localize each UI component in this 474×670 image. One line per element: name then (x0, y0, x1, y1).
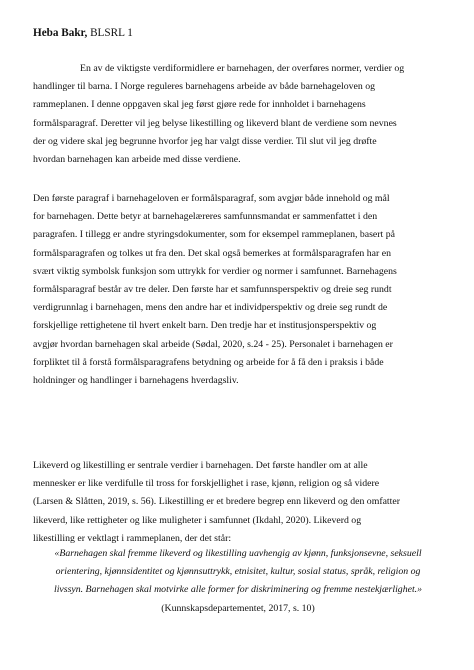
paragraph-line: handlinger til barna. I Norge reguleres barnehagens arbeide av både barnehageloven og (33, 81, 376, 93)
paragraph-line: formålsparagraf består av tre deler. Den første har et samfunnsperspektiv og dreie seg rundt (33, 284, 392, 296)
paragraph-line: En av de viktigste verdiformidlere er barnehagen, der overføres normer, verdier og (80, 63, 405, 74)
paragraph-line: mennesker er like verdifulle til tross for forskjellighet i rase, kjønn, religion og så videre (33, 478, 380, 490)
paragraph-line: der og videre skal jeg begrunne hvorfor jeg har valgt disse verdier. Til slut vil jeg drøfte (33, 135, 377, 147)
paragraph-line: svært viktig symbolsk funksjon som uttrykk for verdier og normer i samfunnet. Barnehagens (33, 265, 397, 277)
paragraph-line: verdigrunnlag i barnehagen, mens den andre har et individperspektiv og dreie seg rundt de (33, 302, 388, 314)
paragraph-line: forskjellige rettighetene til hvert enkelt barn. Den tredje har et institusjonsperspektiv og (33, 320, 377, 332)
paragraph-line: forpliktet til å forstå formålsparagrafens betydning og arbeide for å få den i praksis i både (33, 356, 384, 368)
paragraph-line: avgjør hvordan barnehagen skal arbeide (Sødal, 2020, s.24 - 25). Personalet i barnehagen er (33, 338, 393, 350)
author-name: Heba Bakr, (33, 27, 88, 39)
paragraph-line: Den første paragraf i barnehageloven er formålsparagraf, som avgjør både innehold og mål (33, 193, 390, 204)
paragraph-line: holdninger og handlinger i barnehagens hverdagsliv. (33, 375, 239, 387)
block-quote (33, 545, 443, 600)
paragraph-line: paragrafen. I tillegg er andre styringsdokumenter, som for eksempel rammeplanen, basert på (33, 229, 395, 241)
page-header (33, 27, 133, 39)
paragraph-line: rammeplanen. I denne oppgaven skal jeg først gjøre rede for innholdet i barnehagens (33, 99, 366, 111)
paragraph-line: likeverd, like rettigheter og like muligheter i samfunnet (Ikdahl, 2020). Likeverd og (33, 514, 362, 526)
paragraph-line: formålsparagrafen og tolkes ut fra den. Det skal også bemerkes at formålsparagrafen har en (33, 247, 391, 259)
course-code: BLSRL 1 (87, 27, 133, 39)
paragraph-line: hvordan barnehagen kan arbeide med disse verdiene. (33, 154, 241, 166)
paragraph-line: (Larsen & Slåtten, 2019, s. 56). Likestilling er et bredere begrep enn likeverd og den omfatter (33, 496, 400, 508)
paragraph-likeverd (33, 457, 443, 548)
paragraph-formalsparagraf (33, 190, 443, 390)
paragraph-line: Likeverd og likestilling er sentrale verdier i barnehagen. Det første handler om at alle (33, 460, 368, 471)
paragraph-line: likestilling er vektlagt i rammeplanen, der det står: (33, 532, 232, 544)
paragraph-line: formålsparagraf. Deretter vil jeg belyse likestilling og likeverd blant de verdiene som nevnes (33, 117, 397, 129)
paragraph-line: for barnehagen. Dette betyr at barnehagelæreres samfunnsmandat er sammenfattet i den (33, 211, 378, 223)
quote-citation: (Kunnskapsdepartementet, 2017, s. 10) (161, 603, 315, 614)
quote-line: «Barnehagen skal fremme likeverd og likestilling uavhengig av kjønn, funksjonsevne, seksuell (54, 548, 422, 559)
paragraph-introduction (33, 60, 443, 169)
quote-line: livssyn. Barnehagen skal motvirke alle former for diskriminering og fremme nestekjærlighet.» (53, 584, 423, 596)
quote-line: orientering, kjønnsidentitet og kjønnsuttrykk, etnisitet, kultur, sosial status, språk, religion og (55, 566, 421, 578)
